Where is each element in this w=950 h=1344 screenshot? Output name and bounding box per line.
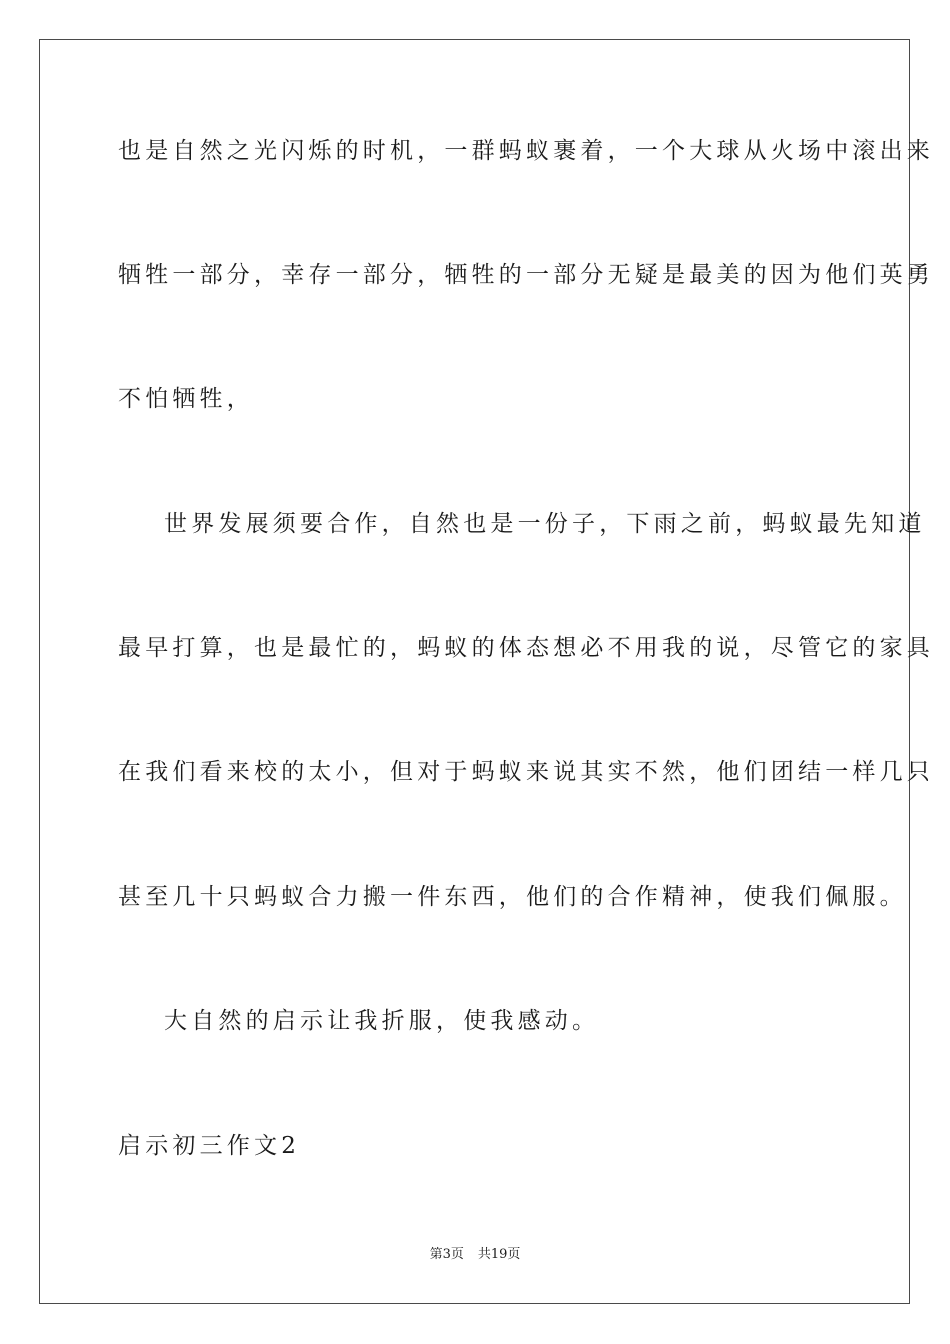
page-border [39, 39, 934, 1304]
paragraph-line: 不怕牺牲， [118, 386, 254, 412]
paragraph-line: 大自然的启示让我折服，使我感动。 [164, 1008, 600, 1034]
page-footer [0, 1247, 950, 1263]
section-heading: 启示初三作文2 [118, 1133, 301, 1159]
page-total: 共19页 [477, 1247, 521, 1262]
paragraph-line: 最早打算，也是最忙的，蚂蚁的体态想必不用我的说，尽管它的家具 [118, 635, 934, 661]
paragraph-line: 牺牲一部分，幸存一部分，牺牲的一部分无疑是最美的因为他们英勇 [118, 262, 934, 288]
paragraph-line: 甚至几十只蚂蚁合力搬一件东西，他们的合作精神，使我们佩服。 [118, 884, 907, 910]
paragraph-line: 在我们看来校的太小，但对于蚂蚁来说其实不然，他们团结一样几只 [118, 759, 934, 785]
paragraph-line: 世界发展须要合作，自然也是一份子，下雨之前，蚂蚁最先知道 [164, 511, 926, 537]
paragraph-line: 也是自然之光闪烁的时机，一群蚂蚁裹着，一个大球从火场中滚出来 [118, 138, 934, 164]
page-number: 第3页 [429, 1247, 464, 1262]
